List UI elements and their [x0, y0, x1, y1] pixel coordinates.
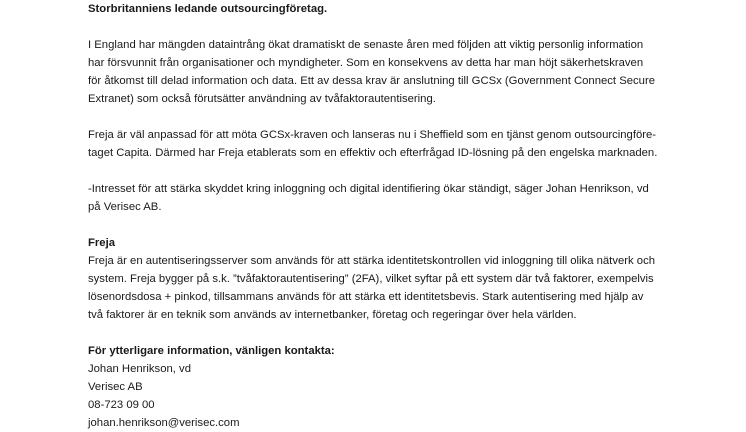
document-body: [88, 0, 688, 432]
paragraph-line: Freja är en autentiseringsserver som används för att stärka identitetskontrollen vid inloggning till olika nätverk och: [88, 255, 656, 267]
paragraph-line: system. Freja bygger på s.k. ”tvåfaktorautentisering” (2FA), vilket syftar på ett system där två faktorer, exempelvis: [88, 273, 654, 285]
paragraph-line: två faktorer är en teknik som används av internetbanker, företag och regeringar över hela världen.: [88, 309, 577, 321]
contact-heading: För ytterligare information, vänligen kontakta:: [88, 345, 335, 357]
section-heading-freja: Freja: [88, 237, 116, 249]
quote-line: -Intresset för att stärka skyddet kring inloggning och digital identifiering ökar ständigt, säger Johan Henrikson, vd: [88, 183, 649, 195]
paragraph-line: har försvunnit från organisationer och myndigheter. Som en konsekvens av detta har man höjt säkerhetskraven: [88, 57, 644, 69]
paragraph-line: I England har mängden dataintrång ökat dramatiskt de senaste åren med följden att viktig personlig information: [88, 39, 644, 51]
contact-phone: 08-723 09 00: [88, 399, 155, 411]
heading: Storbritanniens ledande outsourcingföretag.: [88, 3, 328, 15]
paragraph-line: lösenordsdosa + pinkod, tillsammans används för att stärka ett identitetsbevis. Stark autentisering med hjälp av: [88, 291, 644, 303]
paragraph-line: Extranet) som också förutsätter användning av tvåfaktorautentisering.: [88, 93, 436, 105]
contact-email[interactable]: johan.henrikson@verisec.com: [88, 417, 240, 429]
contact-name: Johan Henrikson, vd: [88, 363, 191, 375]
paragraph-line: för åtkomst till delad information och data. Ett av dessa krav är anslutning till GCSx (Government Connect Secure: [88, 75, 655, 87]
quote-line: på Verisec AB.: [88, 201, 162, 213]
paragraph-line: Freja är väl anpassad för att möta GCSx-kraven och lanseras nu i Sheffield som en tjänst genom outsourcingföre-: [88, 129, 657, 141]
paragraph-line: taget Capita. Därmed har Freja etablerats som en effektiv och efterfrågad ID-lösning på den engelska marknaden.: [88, 147, 658, 159]
contact-company: Verisec AB: [88, 381, 143, 393]
